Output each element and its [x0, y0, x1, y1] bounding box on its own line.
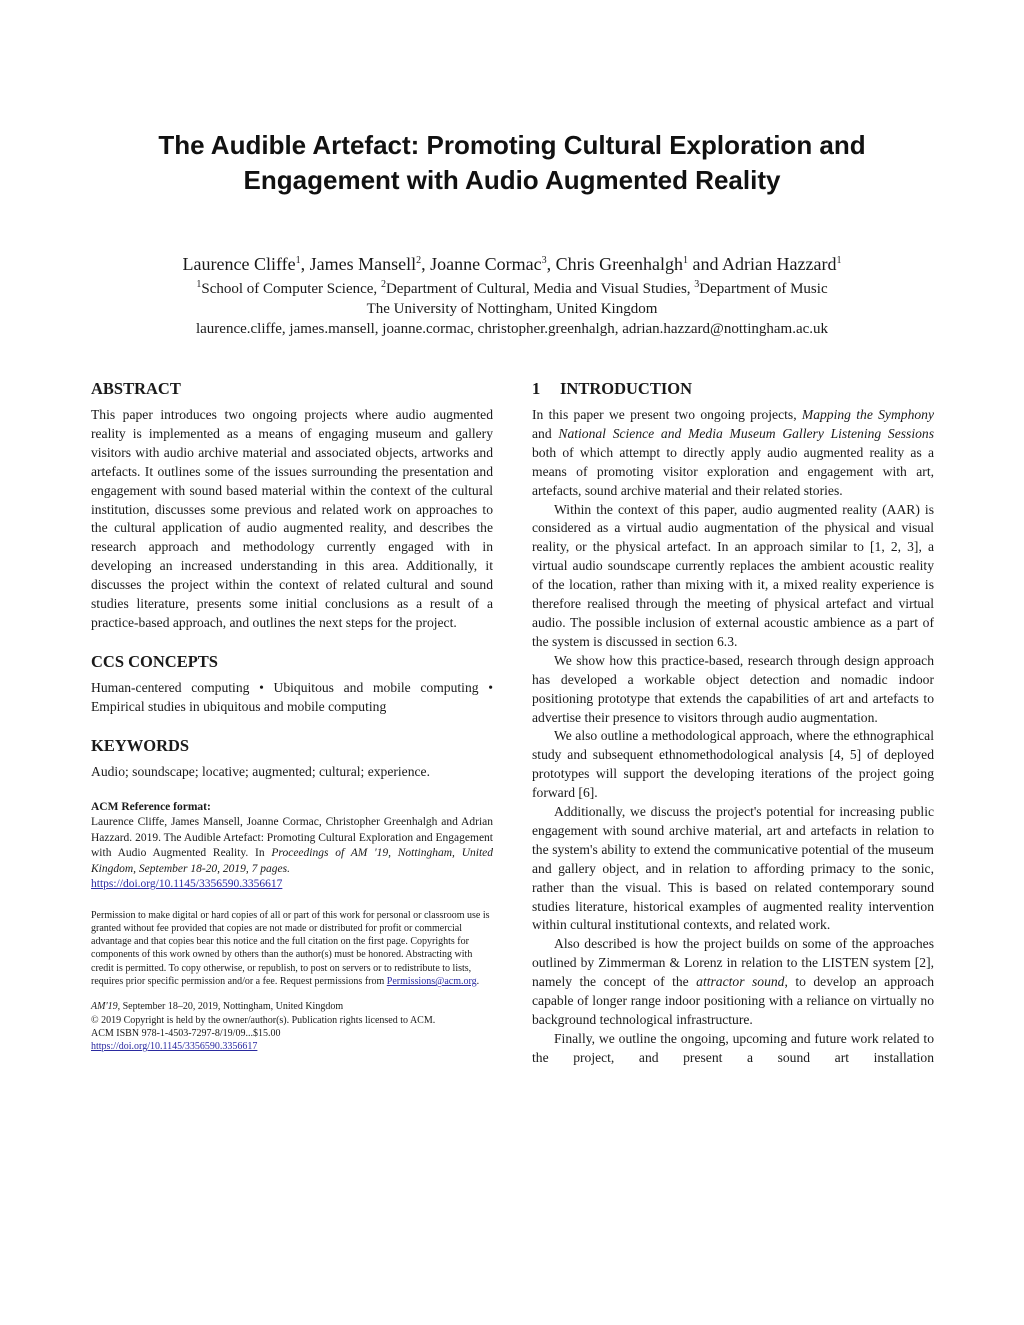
- keywords-text: Audio; soundscape; locative; augmented; cultural; experience.: [91, 763, 430, 779]
- author-name: Adrian Hazzard: [722, 254, 837, 274]
- affiliation-2: Department of Cultural, Media and Visual Studies,: [385, 281, 695, 297]
- title-line-2: Engagement with Audio Augmented Reality: [243, 165, 781, 195]
- intro-paragraph-1: In this paper we present two ongoing projects, Mapping the Symphony and National Science and Media Museum Gallery Listening Sessions both of which attempt to directly apply audio augmented reality as a means of promoting visitor exploration and engagement with art, artefacts, sound archive material and their related stories.: [532, 407, 934, 498]
- affiliation-1: School of Computer Science,: [201, 281, 381, 297]
- conference-doi-link[interactable]: https://doi.org/10.1145/3356590.3356617: [91, 1041, 258, 1053]
- author-affiliation-mark: 2: [416, 255, 422, 266]
- isbn: ACM ISBN 978-1-4503-7297-8/19/09...$15.00: [91, 1027, 281, 1039]
- permission-end: .: [476, 976, 480, 988]
- conference-info: [91, 1000, 493, 1053]
- author-emails: laurence.cliffe, james.mansell, joanne.cormac, christopher.greenhalgh, adrian.hazzard@nottingham.ac.uk: [195, 321, 829, 337]
- author-list: [0, 250, 1024, 275]
- affiliations: [0, 275, 1024, 339]
- author-separator: ,: [546, 254, 556, 274]
- conference-venue: AM'19,: [91, 1001, 121, 1013]
- reference-heading: ACM Reference format:: [91, 800, 211, 813]
- affiliation-departments: $^1$School of Computer Science, $^2$Department of Cultural, Media and Visual Studies, $^3$Department of Music: [196, 279, 828, 297]
- copyright: © 2019 Copyright is held by the owner/author(s). Publication rights licensed to ACM.: [91, 1014, 436, 1026]
- intro-paragraph-3: We show how this practice-based, research through design approach has developed a workable object detection and nomadic indoor positioning prototype that extends the capabilities of art and artefacts to advertise their presence to visitors through audio augmentation.: [532, 652, 934, 725]
- abstract-heading: ABSTRACT: [91, 379, 181, 398]
- author-affiliation-mark: 3: [541, 255, 547, 266]
- acm-reference: [91, 800, 493, 893]
- section-title: INTRODUCTION: [560, 379, 693, 398]
- section-number: 1: [532, 379, 541, 398]
- author-affiliation-mark: 1: [683, 255, 689, 266]
- author-affiliation-mark: 1: [836, 255, 842, 266]
- ccs-text: Human-centered computing • Ubiquitous and mobile computing • Empirical studies in ubiquitous and mobile computing: [91, 679, 493, 714]
- author-name: Laurence Cliffe: [182, 254, 296, 274]
- affiliation-3: Department of Music: [699, 281, 828, 297]
- author-separator: ,: [300, 254, 310, 274]
- title-line-1: The Audible Artefact: Promoting Cultural Exploration and: [158, 130, 866, 160]
- intro-paragraph-7: Finally, we outline the ongoing, upcoming and future work related to the project, and present a sound art installation: [532, 1030, 934, 1065]
- author-name: Chris Greenhalgh: [555, 254, 684, 274]
- author-separator: ,: [421, 254, 431, 274]
- permissions-email-link[interactable]: Permissions@acm.org: [386, 976, 477, 988]
- author-affiliation-mark: 1: [295, 255, 301, 266]
- intro-paragraph-2: Within the context of this paper, audio augmented reality (AAR) is considered as a virtual audio augmentation of the physical and visual reality, or the physical artefact. In an approach similar to [1, 2, 3], a virtual audio soundscape currently replaces the ambient acoustic reality of the location, rather than mixing with it, a mixed reality experience is therefore realised through the meeting of physical artefact and virtual audio. The possible inclusion of external acoustic ambience as a part of the system is discussed in section 6.3.: [532, 501, 934, 649]
- permission-notice: [91, 909, 493, 989]
- author-name: Joanne Cormac: [430, 254, 542, 274]
- intro-paragraph-4: We also outline a methodological approach, where the ethnographical study and subsequent ethnomethodological analysis [4, 5] of deployed prototypes will support the developing iterations of the project going forward [6].: [532, 728, 934, 801]
- keywords-heading: KEYWORDS: [91, 735, 190, 755]
- conference-details: September 18–20, 2019, Nottingham, United Kingdom: [120, 1001, 344, 1013]
- university: The University of Nottingham, United Kingdom: [366, 301, 658, 317]
- permission-text: Permission to make digital or hard copies of all or part of this work for personal or classroom use is granted without fee provided that copies are not made or distributed for profit or commercial advantage and that copies bear this notice and the full citation on the first page. Copyrights for components of this work owned by others than the author(s) must be honored. Abstracting with credit is permitted. To copy otherwise, or republish, to post on servers or to redistribute to lists, requires prior specific permission and/or a fee. Request permissions from: [91, 909, 490, 988]
- intro-paragraph-5: Additionally, we discuss the project's potential for increasing public engagement with sound archive material, art and artefacts in relation to the system's ability to extend the communicative potential of the museum and gallery object, and in relation to affording primacy to the sonic, rather than the visual. This is based on related contemporary sound studies literature, historical examples of augmented reality intervention within cultural institutional contexts, and related work.: [532, 804, 934, 933]
- right-column: [532, 378, 934, 1068]
- abstract-text: This paper introduces two ongoing projects where audio augmented reality is implemented as a means of engaging museum and gallery visitors with audio archive material and associated objects, artworks and artefacts. It outlines some of the issues surrounding the presentation and engagement with sound based material within the context of the cultural institution, discusses some previous and related work on approaches to the cultural application of audio augmented reality, and describes the research approach and methodology currently engaged with in developing an increased understanding in this area. Additionally, it discusses the project within the context of related cultural and sound studies literature, presents some initial conclusions as a result of a practice-based approach, and outlines the next steps for the project.: [91, 407, 493, 630]
- author-separator: and: [688, 254, 723, 274]
- reference-text: Laurence Cliffe, James Mansell, Joanne Cormac, Christopher Greenhalgh and Adrian Hazzard. 2019. The Audible Artefact: Promoting Cultural Exploration and Engagement with Audio Augmented Reality. In: [91, 816, 493, 860]
- intro-paragraph-6: Also described is how the project builds on some of the approaches outlined by Zimmerman & Lorenz in relation to the LISTEN system [2], namely the concept of the attractor sound, to develop an approach capable of longer range indoor positioning with a reliance on virtually no background technological infrastructure.: [532, 936, 934, 1027]
- introduction-heading: [532, 378, 934, 400]
- paper-title: [0, 128, 1024, 198]
- ccs-heading: CCS CONCEPTS: [91, 651, 218, 671]
- reference-venue: Proceedings of AM '19, Nottingham, United Kingdom, September 18-20, 2019, 7 pages.: [91, 847, 493, 875]
- author-name: James Mansell: [309, 254, 417, 274]
- reference-doi-link[interactable]: https://doi.org/10.1145/3356590.3356617: [91, 878, 283, 891]
- left-column: [91, 378, 493, 1054]
